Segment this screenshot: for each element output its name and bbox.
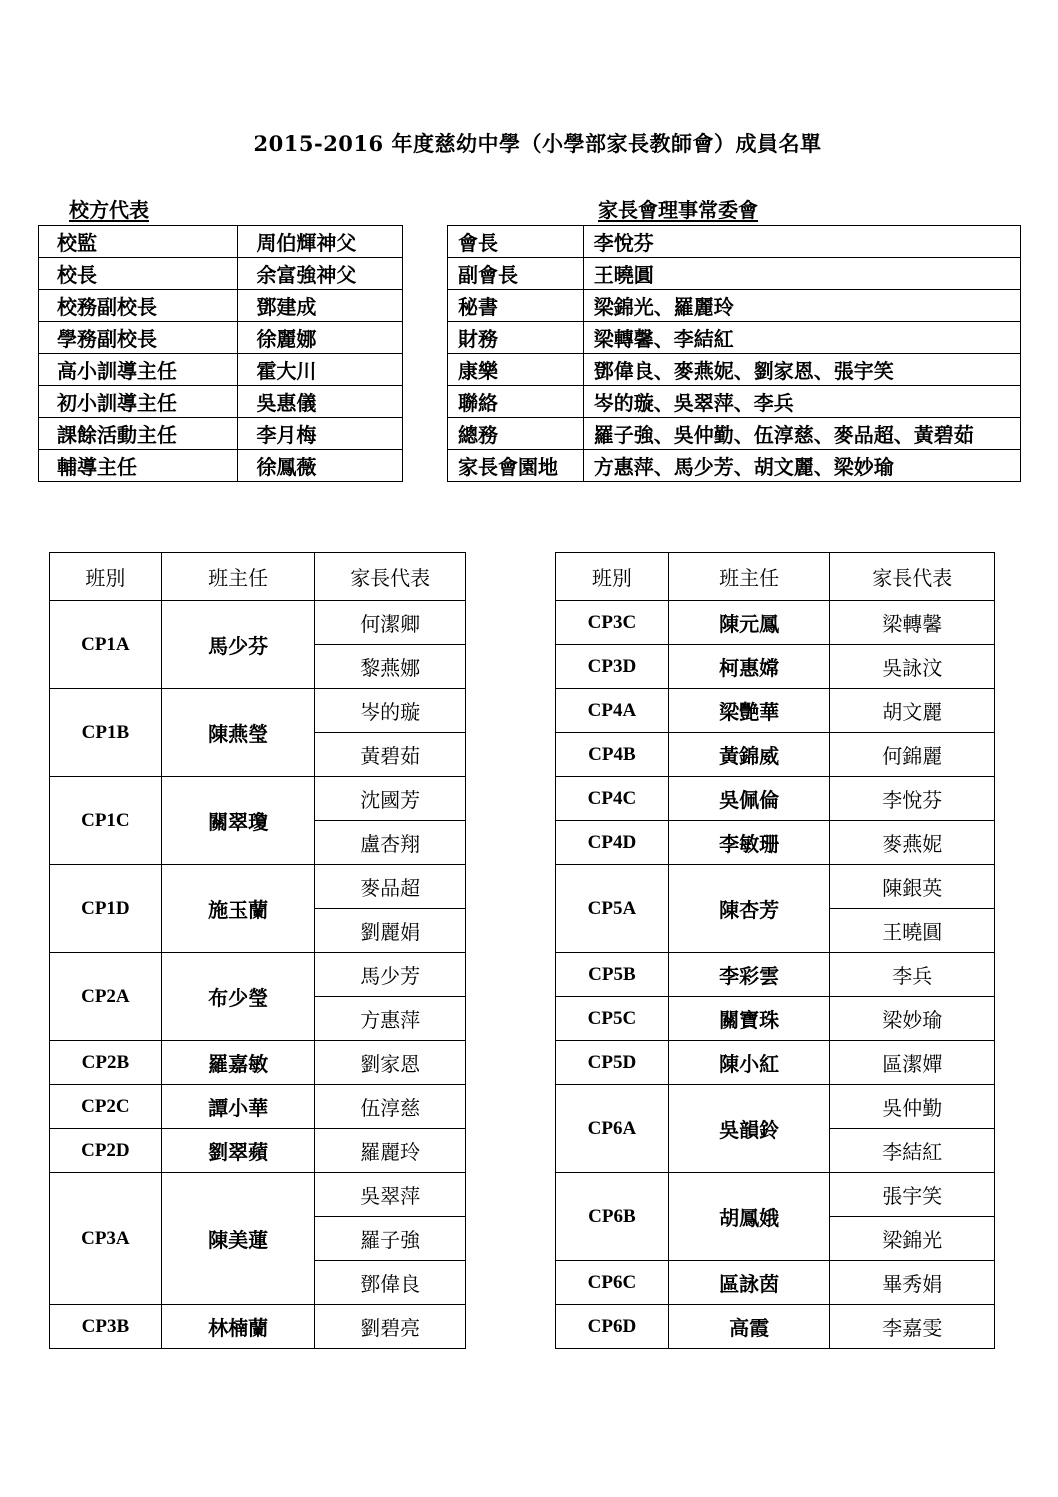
table-row [556,821,995,865]
name-cell: 李月梅 [238,418,403,450]
parent-cell: 畢秀娟 [830,1261,995,1305]
table-row [556,777,995,821]
class-code-cell: CP6A [556,1085,669,1173]
table-row [50,1305,466,1349]
class-code-cell: CP4A [556,689,669,733]
name-cell: 余富強神父 [238,258,403,290]
parent-cell: 梁轉馨 [830,601,995,645]
parent-cell: 張宇笑 [830,1173,995,1217]
class-code-cell: CP2B [50,1041,162,1085]
role-cell: 康樂 [448,354,584,386]
class-code-cell: CP2C [50,1085,162,1129]
table-row [39,258,403,290]
parent-cell: 方惠萍 [315,997,466,1041]
parent-cell: 岑的璇 [315,689,466,733]
table-row [448,258,1021,290]
class-code-cell: CP4B [556,733,669,777]
class-code-cell: CP3B [50,1305,162,1349]
table-row [448,322,1021,354]
name-cell: 梁轉馨、李結紅 [583,322,1020,354]
class-code-cell: CP5A [556,865,669,953]
teacher-cell: 陳美蓮 [161,1173,315,1305]
table-row [448,418,1021,450]
table-row [556,1085,995,1129]
role-cell: 秘書 [448,290,584,322]
name-cell: 岑的璇、吳翠萍、李兵 [583,386,1020,418]
table-row [556,645,995,689]
role-cell: 課餘活動主任 [39,418,238,450]
parent-cell: 何錦麗 [830,733,995,777]
committee-table [447,225,1021,482]
name-cell: 徐鳳薇 [238,450,403,482]
teacher-cell: 關翠瓊 [161,777,315,865]
teacher-cell: 布少瑩 [161,953,315,1041]
parent-cell: 黎燕娜 [315,645,466,689]
class-code-cell: CP1B [50,689,162,777]
parent-cell: 吳詠汶 [830,645,995,689]
parent-cell: 吳仲勤 [830,1085,995,1129]
name-cell: 霍大川 [238,354,403,386]
parent-cell: 李結紅 [830,1129,995,1173]
class-code-cell: CP1A [50,601,162,689]
table-row [50,1085,466,1129]
header-teacher: 班主任 [668,553,830,601]
teacher-cell: 李彩雲 [668,953,830,997]
parent-cell: 李悅芬 [830,777,995,821]
parent-cell: 黃碧茹 [315,733,466,777]
table-row [39,450,403,482]
role-cell: 財務 [448,322,584,354]
table-row [39,226,403,258]
name-cell: 梁錦光、羅麗玲 [583,290,1020,322]
table-row [448,290,1021,322]
committee-heading: 家長會理事常委會 [598,198,758,222]
class-code-cell: CP5C [556,997,669,1041]
header-teacher: 班主任 [161,553,315,601]
table-row [556,865,995,909]
name-cell: 鄧建成 [238,290,403,322]
parent-cell: 麥燕妮 [830,821,995,865]
table-row [50,1129,466,1173]
table-row [50,601,466,645]
name-cell: 羅子強、吳仲勤、伍淳慈、麥品超、黃碧茹 [583,418,1020,450]
class-code-cell: CP5D [556,1041,669,1085]
name-cell: 徐麗娜 [238,322,403,354]
role-cell: 輔導主任 [39,450,238,482]
school-reps-table [38,225,403,482]
role-cell: 會長 [448,226,584,258]
class-code-cell: CP6B [556,1173,669,1261]
table-row [39,322,403,354]
parent-cell: 羅子強 [315,1217,466,1261]
table-row [50,1173,466,1217]
parent-cell: 伍淳慈 [315,1085,466,1129]
teacher-cell: 關寶珠 [668,997,830,1041]
left-class-table [49,552,466,1349]
teacher-cell: 胡鳳娥 [668,1173,830,1261]
class-code-cell: CP3C [556,601,669,645]
table-row [556,601,995,645]
class-table-header-row [50,553,466,601]
table-row [556,953,995,997]
role-cell: 初小訓導主任 [39,386,238,418]
teacher-cell: 區詠茵 [668,1261,830,1305]
parent-cell: 羅麗玲 [315,1129,466,1173]
table-row [556,1261,995,1305]
page-title: 2015-2016 年度慈幼中學（小學部家長教師會）成員名單 [253,131,822,156]
role-cell: 家長會園地 [448,450,584,482]
parent-cell: 何潔卿 [315,601,466,645]
teacher-cell: 柯惠嫦 [668,645,830,689]
class-code-cell: CP3A [50,1173,162,1305]
table-row [39,418,403,450]
teacher-cell: 馬少芬 [161,601,315,689]
parent-cell: 陳銀英 [830,865,995,909]
table-row [448,386,1021,418]
class-code-cell: CP1C [50,777,162,865]
school-reps-heading: 校方代表 [69,198,149,222]
table-row [556,733,995,777]
teacher-cell: 施玉蘭 [161,865,315,953]
teacher-cell: 林楠蘭 [161,1305,315,1349]
right-class-table [555,552,995,1349]
teacher-cell: 譚小華 [161,1085,315,1129]
header-parent: 家長代表 [315,553,466,601]
table-row [50,953,466,997]
parent-cell: 李兵 [830,953,995,997]
teacher-cell: 羅嘉敏 [161,1041,315,1085]
table-row [39,290,403,322]
class-code-cell: CP5B [556,953,669,997]
parent-cell: 劉麗娟 [315,909,466,953]
role-cell: 總務 [448,418,584,450]
class-code-cell: CP1D [50,865,162,953]
name-cell: 吳惠儀 [238,386,403,418]
name-cell: 方惠萍、馬少芳、胡文麗、梁妙瑜 [583,450,1020,482]
role-cell: 副會長 [448,258,584,290]
class-code-cell: CP2D [50,1129,162,1173]
teacher-cell: 黃錦威 [668,733,830,777]
class-code-cell: CP6C [556,1261,669,1305]
class-code-cell: CP2A [50,953,162,1041]
parent-cell: 梁妙瑜 [830,997,995,1041]
parent-cell: 吳翠萍 [315,1173,466,1217]
parent-cell: 沈國芳 [315,777,466,821]
parent-cell: 麥品超 [315,865,466,909]
teacher-cell: 梁艷華 [668,689,830,733]
table-row [448,354,1021,386]
teacher-cell: 陳元鳳 [668,601,830,645]
role-cell: 高小訓導主任 [39,354,238,386]
parent-cell: 李嘉雯 [830,1305,995,1349]
role-cell: 校長 [39,258,238,290]
parent-cell: 區潔嬋 [830,1041,995,1085]
class-code-cell: CP4C [556,777,669,821]
class-code-cell: CP6D [556,1305,669,1349]
parent-cell: 鄧偉良 [315,1261,466,1305]
class-table-header-row [556,553,995,601]
table-row [556,689,995,733]
teacher-cell: 李敏珊 [668,821,830,865]
name-cell: 王曉圓 [583,258,1020,290]
table-row [556,1173,995,1217]
teacher-cell: 劉翠蘋 [161,1129,315,1173]
teacher-cell: 高霞 [668,1305,830,1349]
table-row [556,1305,995,1349]
role-cell: 校監 [39,226,238,258]
table-row [50,777,466,821]
teacher-cell: 陳小紅 [668,1041,830,1085]
role-cell: 學務副校長 [39,322,238,354]
parent-cell: 馬少芳 [315,953,466,997]
table-row [556,997,995,1041]
parent-cell: 胡文麗 [830,689,995,733]
table-row [50,1041,466,1085]
table-row [556,1041,995,1085]
teacher-cell: 吳韻鈴 [668,1085,830,1173]
role-cell: 校務副校長 [39,290,238,322]
teacher-cell: 陳燕瑩 [161,689,315,777]
table-row [39,386,403,418]
table-row [50,689,466,733]
parent-cell: 王曉圓 [830,909,995,953]
name-cell: 周伯輝神父 [238,226,403,258]
parent-cell: 梁錦光 [830,1217,995,1261]
class-code-cell: CP4D [556,821,669,865]
teacher-cell: 吳佩倫 [668,777,830,821]
header-class: 班別 [556,553,669,601]
name-cell: 李悅芬 [583,226,1020,258]
teacher-cell: 陳杏芳 [668,865,830,953]
table-row [50,865,466,909]
parent-cell: 劉家恩 [315,1041,466,1085]
parent-cell: 盧杏翔 [315,821,466,865]
role-cell: 聯絡 [448,386,584,418]
parent-cell: 劉碧亮 [315,1305,466,1349]
header-class: 班別 [50,553,162,601]
class-code-cell: CP3D [556,645,669,689]
header-parent: 家長代表 [830,553,995,601]
table-row [39,354,403,386]
table-row [448,450,1021,482]
table-row [448,226,1021,258]
name-cell: 鄧偉良、麥燕妮、劉家恩、張宇笑 [583,354,1020,386]
